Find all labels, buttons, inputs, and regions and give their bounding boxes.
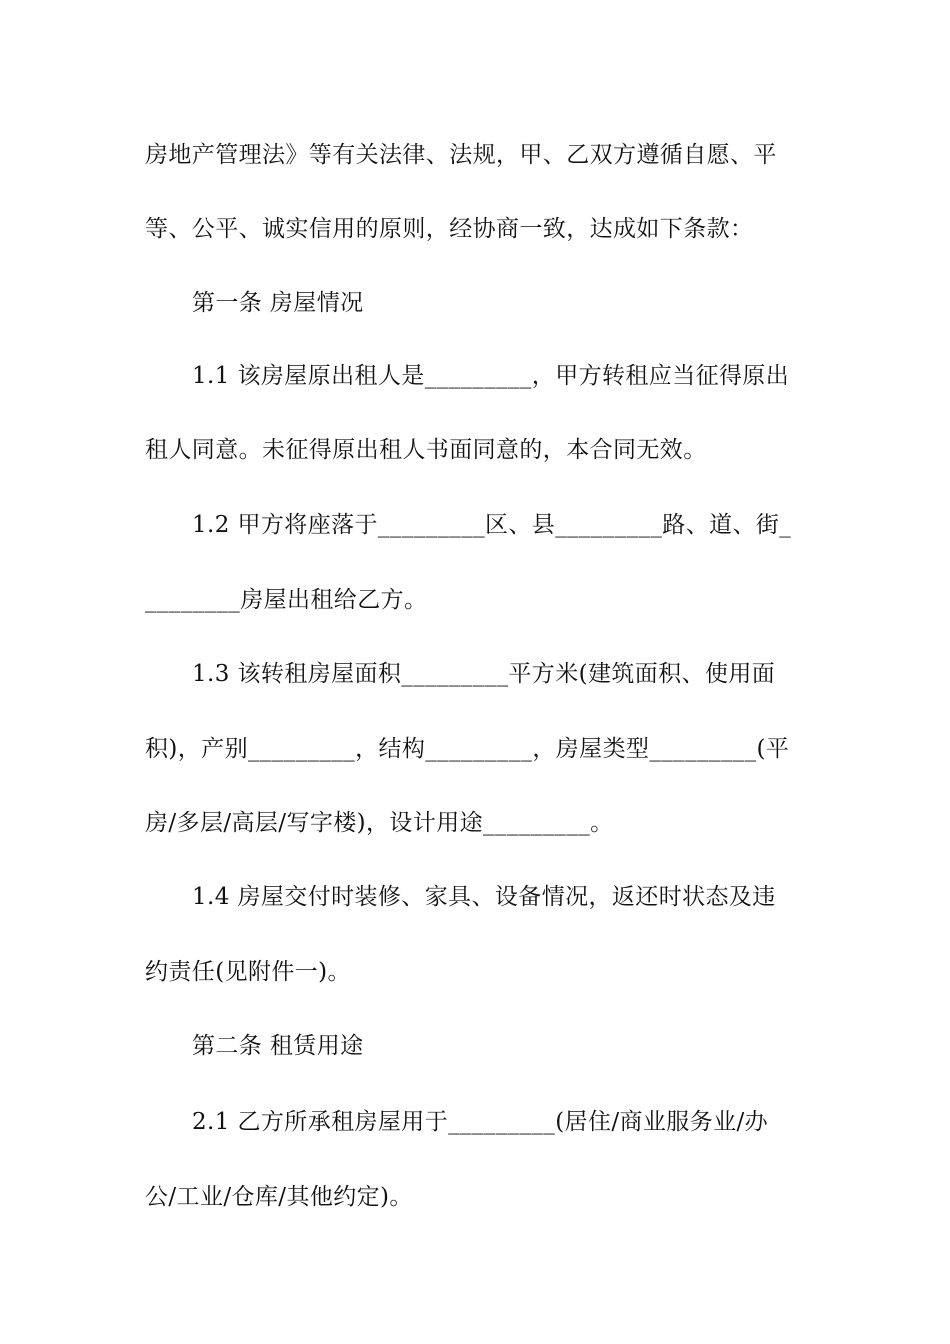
article-heading: 第一条 房屋情况: [192, 290, 364, 316]
paragraph-line: 房/多层/高层/写字楼)，设计用途_________。: [145, 810, 614, 836]
paragraph-line: 公/工业/仓库/其他约定)。: [145, 1184, 413, 1210]
paragraph-line: 积)，产别_________，结构_________，房屋类型_________(平: [145, 736, 790, 762]
clause-line: 1.1 该房屋原出租人是_________，甲方转租应当征得原出: [192, 363, 790, 389]
clause-line: 2.1 乙方所承租房屋用于_________(居住/商业服务业/办: [192, 1109, 769, 1135]
paragraph-line: 等、公平、诚实信用的原则，经协商一致，达成如下条款：: [145, 216, 754, 242]
article-heading: 第二条 租赁用途: [192, 1033, 364, 1059]
paragraph-line: 房地产管理法》等有关法律、法规，甲、乙双方遵循自愿、平: [145, 142, 777, 168]
clause-line: 1.3 该转租房屋面积_________平方米(建筑面积、使用面: [192, 661, 776, 687]
paragraph-line: ________房屋出租给乙方。: [145, 587, 428, 613]
clause-line: 1.4 房屋交付时装修、家具、设备情况，返还时状态及违: [192, 884, 776, 910]
paragraph-line: 约责任(见附件一)。: [145, 959, 351, 985]
paragraph-line: 租人同意。未征得原出租人书面同意的，本合同无效。: [145, 437, 707, 463]
clause-line: 1.2 甲方将座落于_________区、县_________路、道、街_: [192, 512, 792, 538]
